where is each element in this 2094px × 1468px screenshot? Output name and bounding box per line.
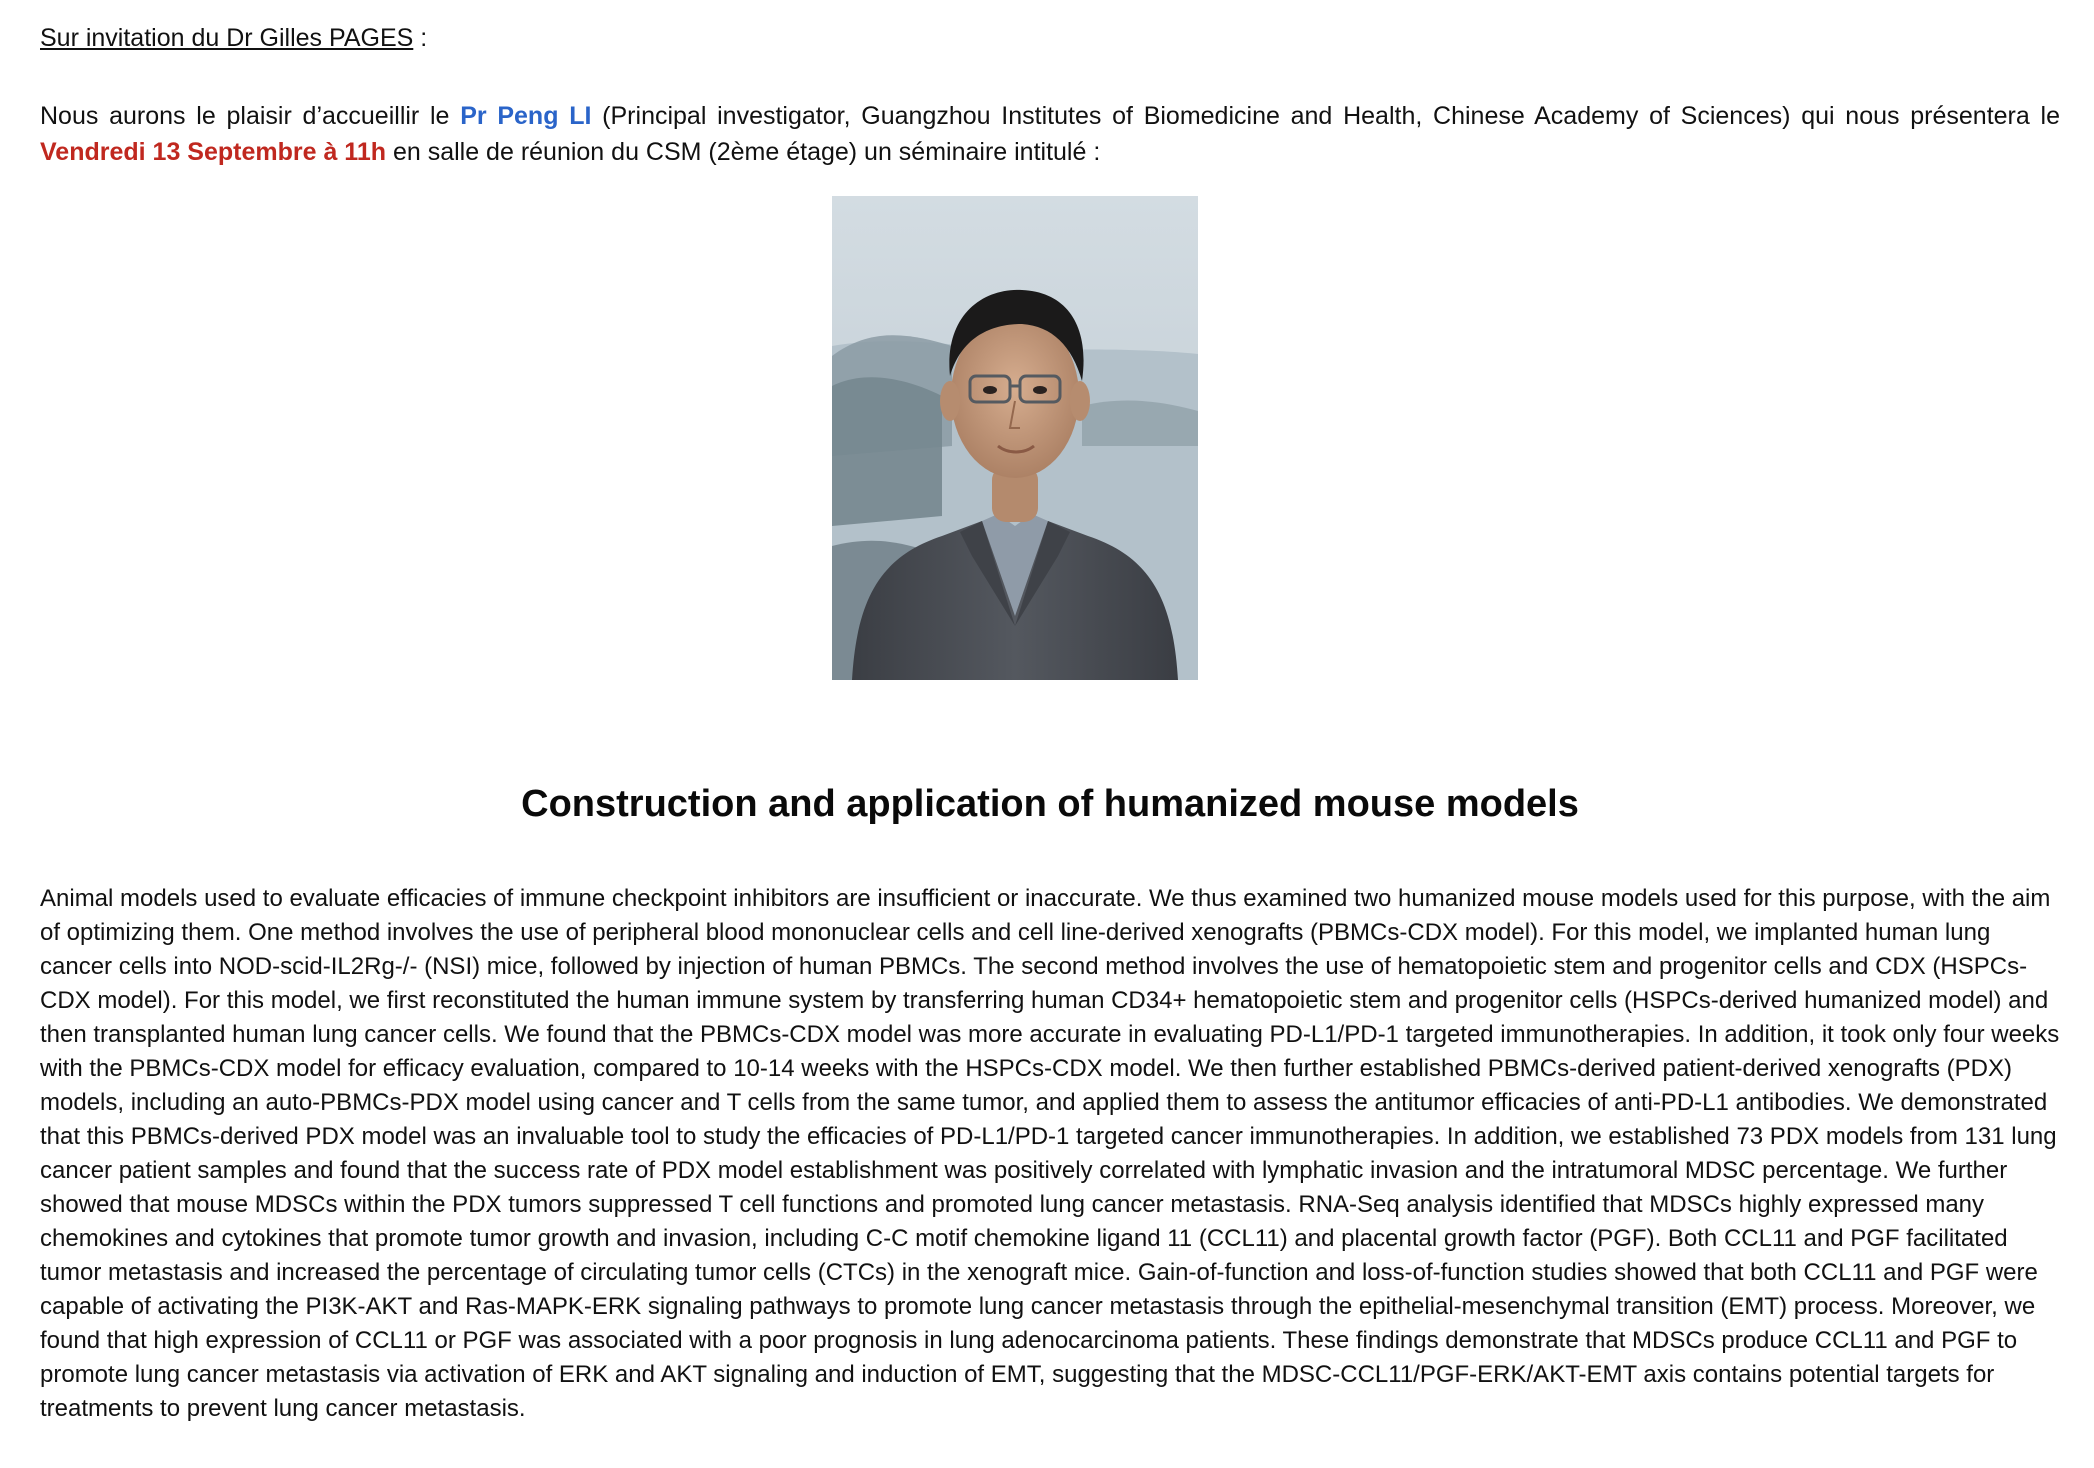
event-location: en salle de réunion du CSM (2ème étage) un séminaire intitulé : xyxy=(386,138,1101,166)
speaker-photo xyxy=(832,196,1198,680)
announcement-paragraph xyxy=(40,98,2060,170)
speaker-portrait-icon xyxy=(832,196,1198,680)
invitation-host: Sur invitation du Dr Gilles PAGES xyxy=(40,24,414,52)
seminar-abstract: Animal models used to evaluate efficacies of immune checkpoint inhibitors are insufficient or inaccurate. We thus examined two humanized mouse models used for this purpose, with the aim of optimizing them. One method involves the use of peripheral blood mononuclear cells and cell line-derived xenografts (PBMCs-CDX model). For this model, we implanted human lung cancer cells into NOD-scid-IL2Rg-/- (NSI) mice, followed by injection of human PBMCs. The second method involves the use of hematopoietic stem and progenitor cells and CDX (HSPCs-CDX model). For this model, we first reconstituted the human immune system by transferring human CD34+ hematopoietic stem and progenitor cells (HSPCs-derived humanized model) and then transplanted human lung cancer cells. We found that the PBMCs-CDX model was more accurate in evaluating PD-L1/PD-1 targeted immunotherapies. In addition, it took only four weeks with the PBMCs-CDX model for efficacy evaluation, compared to 10-14 weeks with the HSPCs-CDX model. We then further established PBMCs-derived patient-derived xenografts (PDX) models, including an auto-PBMCs-PDX model using cancer and T cells from the same tumor, and applied them to assess the antitumor efficacies of anti-PD-L1 antibodies. We demonstrated that this PBMCs-derived PDX model was an invaluable tool to study the efficacies of PD-L1/PD-1 targeted cancer immunotherapies. In addition, we established 73 PDX models from 131 lung cancer patient samples and found that the success rate of PDX model establishment was positively correlated with lymphatic invasion and the intratumoral MDSC percentage. We further showed that mouse MDSCs within the PDX tumors suppressed T cell functions and promoted lung cancer metastasis. RNA-Seq analysis identified that MDSCs highly expressed many chemokines and cytokines that promote tumor growth and invasion, including C-C motif chemokine ligand 11 (CCL11) and placental growth factor (PGF). Both CCL11 and PGF facilitated tumor metastasis and increased the percentage of circulating tumor cells (CTCs) in the xenograft mice. Gain-of-function and loss-of-function studies showed that both CCL11 and PGF were capable of activating the PI3K-AKT and Ras-MAPK-ERK signaling pathways to promote lung cancer metastasis through the epithelial-mesenchymal transition (EMT) process. Moreover, we found that high expression of CCL11 or PGF was associated with a poor prognosis in lung adenocarcinoma patients. These findings demonstrate that MDSCs produce CCL11 and PGF to promote lung cancer metastasis via activation of ERK and AKT signaling and induction of EMT, suggesting that the MDSC-CCL11/PGF-ERK/AKT-EMT axis contains potential targets for treatments to prevent lung cancer metastasis. xyxy=(40,885,2060,1422)
speaker-name: Pr Peng LI xyxy=(460,102,592,130)
announcement-intro: Nous aurons le plaisir d’accueillir le xyxy=(40,102,461,130)
invitation-suffix: : xyxy=(413,24,428,52)
event-date: Vendredi 13 Septembre à 11h xyxy=(40,138,386,166)
seminar-title: Construction and application of humanized mouse models xyxy=(521,783,1579,825)
document-page xyxy=(40,20,2060,1422)
invitation-line xyxy=(40,20,2060,56)
speaker-affiliation: (Principal investigator, Guangzhou Institutes of Biomedicine and Health, Chinese Academy of Sciences) qui nous présentera le xyxy=(591,102,2060,130)
